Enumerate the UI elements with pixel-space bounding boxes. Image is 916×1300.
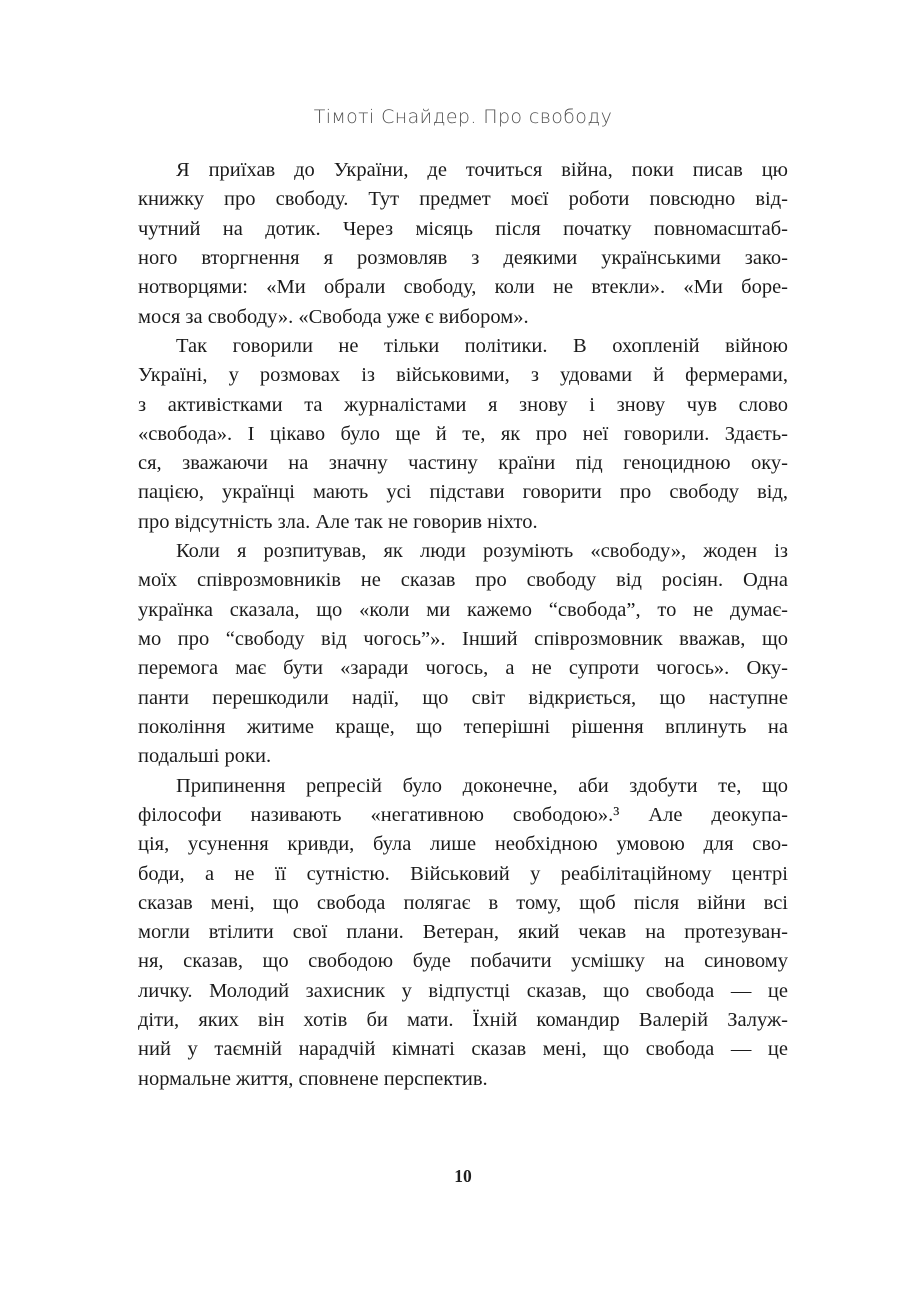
text-line: нормальне життя, сповнене перспектив. [138,1067,488,1090]
text-line: мося за свободу». «Свобода уже є вибором». [138,305,529,328]
text-line: Коли я розпитував, як люди розуміють «свободу», жоден із [176,540,788,563]
text-line: «свобода». І цікаво було ще й те, як про неї говорили. Здаєть- [138,422,788,445]
text-line: про відсутність зла. Але так не говорив ніхто. [138,510,538,533]
text-line: Припинення репресій було доконечне, аби здобути те, що [176,774,788,797]
text-line: нотворцями: «Ми обрали свободу, коли не втекли». «Ми боре- [138,276,788,299]
text-line: боди, а не її сутністю. Військовий у реабілітаційному центрі [138,862,788,885]
text-line: личку. Молодий захисник у відпустці сказав, що свобода — це [138,979,788,1002]
text-line: ний у таємній нарадчій кімнаті сказав мені, що свобода — це [138,1038,788,1061]
running-header: Тімоті Снайдер. Про свободу [313,106,613,128]
text-line: ня, сказав, що свободою буде побачити усмішку на синовому [138,950,788,973]
text-line: Я приїхав до України, де точиться війна, поки писав цю [176,159,788,181]
text-line: пацією, українці мають усі підстави говорити про свободу від, [138,481,788,504]
text-line: перемога має бути «заради чогось, а не супроти чогось». Оку- [138,657,788,680]
paragraph [138,332,788,537]
paragraph [138,537,788,772]
text-line: ного вторгнення я розмовляв з деякими українськими зако- [138,246,788,269]
body-text [138,156,788,1094]
text-line: діти, яких він хотів би мати. Їхній командир Валерій Залуж- [138,1009,788,1032]
text-line: сказав мені, що свобода полягає в тому, щоб після війни всі [138,891,788,914]
text-line: ся, зважаючи на значну частину країни під геноцидною оку- [138,452,788,475]
paragraph [138,772,788,1094]
text-line: з активістками та журналістами я знову і знову чув слово [138,393,788,416]
text-line: Україні, у розмовах із військовими, з удовами й фермерами, [138,364,788,387]
text-line: чутний на дотик. Через місяць після початку повномасштаб- [138,217,788,240]
text-line: мо про “свободу від чогось”». Інший співрозмовник вважав, що [138,628,788,650]
paragraph [138,156,788,332]
text-line: могли втілити свої плани. Ветеран, який чекав на протезуван- [138,921,788,944]
text-line: філософи називають «негативною свободою».³ Але деокупа- [138,803,788,826]
text-line: панти перешкодили надії, що світ відкриється, що наступне [138,686,788,709]
page-number: 10 [454,1166,472,1186]
text-line: книжку про свободу. Тут предмет моєї роботи повсюдно від- [138,188,788,211]
text-line: подальші роки. [138,745,272,768]
text-line: українка сказала, що «коли ми кажемо “свобода”, то не думає- [138,598,788,621]
text-line: моїх співрозмовників не сказав про свободу від росіян. Одна [138,569,788,592]
text-line: ція, усунення кривди, була лише необхідною умовою для сво- [138,833,788,856]
text-line: Так говорили не тільки політики. В охопленій війною [176,334,788,357]
text-line: покоління житиме краще, що теперішні рішення вплинуть на [138,715,788,738]
